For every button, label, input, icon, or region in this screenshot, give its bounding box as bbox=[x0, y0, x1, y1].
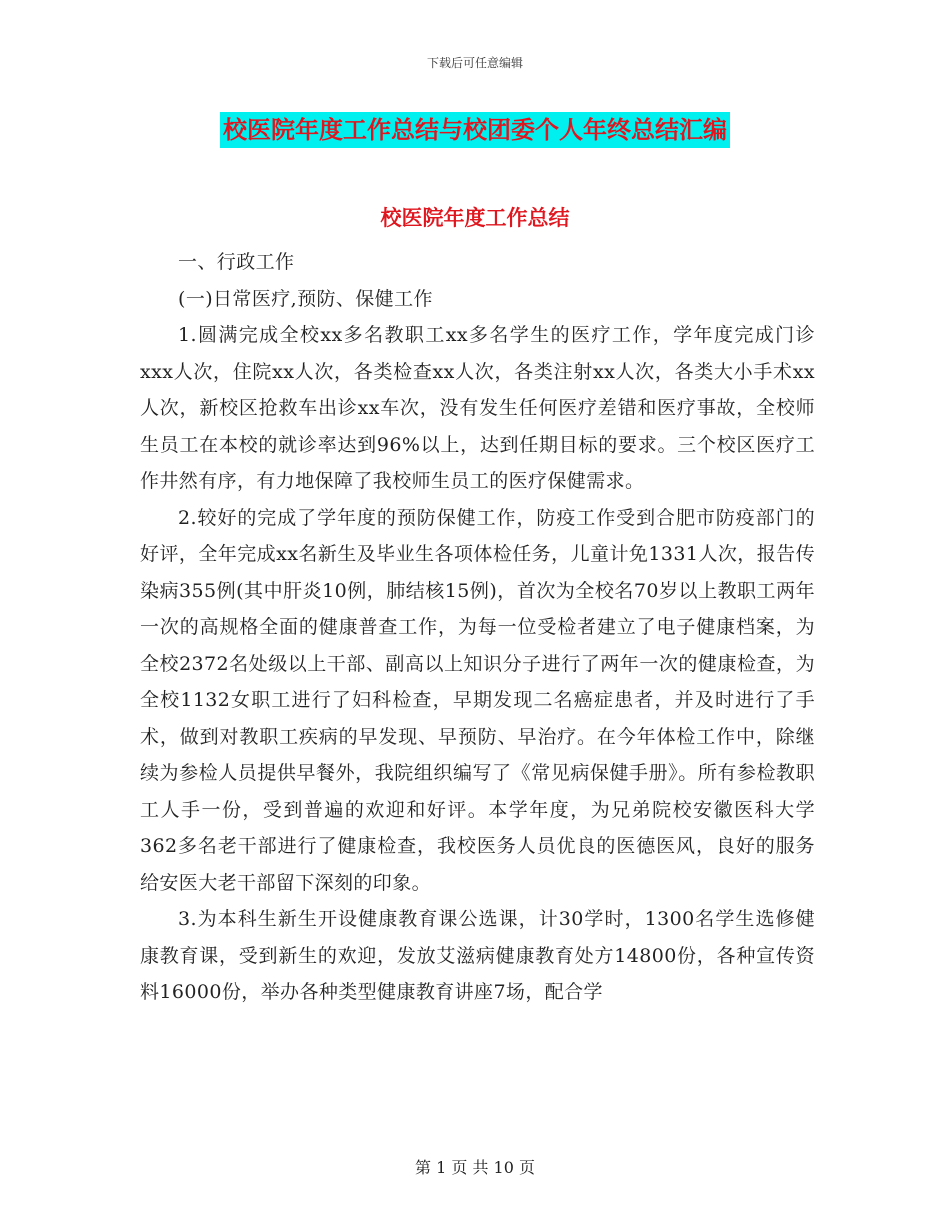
document-body bbox=[140, 244, 815, 1011]
main-title: 校医院年度工作总结与校团委个人年终总结汇编 bbox=[220, 112, 730, 148]
paragraph-2: 2.较好的完成了学年度的预防保健工作，防疫工作受到合肥市防疫部门的好评，全年完成xx名新生及毕业生各项体检任务，儿童计免1331人次，报告传染病355例(其中肝炎10例，肺结核15例)，首次为全校名70岁以上教职工两年一次的高规格全面的健康普查工作，为每一位受检者建立了电子健康档案，为全校2372名处级以上干部、副高以上知识分子进行了两年一次的健康检查，为全校1132女职工进行了妇科检查，早期发现二名癌症患者，并及时进行了手术，做到对教职工疾病的早发现、早预防、早治疗。在今年体检工作中，除继续为参检人员提供早餐外，我院组织编写了《常见病保健手册》。所有参检教职工人手一份，受到普遍的欢迎和好评。本学年度，为兄弟院校安徽医科大学362多名老干部进行了健康检查，我校医务人员优良的医德医风，良好的服务给安医大老干部留下深刻的印象。 bbox=[140, 506, 815, 894]
page-footer: 第 1 页 共 10 页 bbox=[415, 1158, 535, 1177]
main-title-wrap bbox=[0, 112, 950, 148]
heading-level-1: 一、行政工作 bbox=[178, 251, 295, 273]
header-note: 下载后可任意编辑 bbox=[426, 56, 523, 70]
heading-level-2: (一)日常医疗,预防、保健工作 bbox=[178, 287, 433, 310]
section-title: 校医院年度工作总结 bbox=[380, 206, 570, 230]
paragraph-3: 3.为本科生新生开设健康教育课公选课，计30学时，1300名学生选修健康教育课，受到新生的欢迎，发放艾滋病健康教育处方14800份，各种宣传资料16000份，举办各种类型健康教育讲座7场，配合学 bbox=[140, 908, 815, 1003]
paragraph-1: 1.圆满完成全校xx多名教职工xx多名学生的医疗工作，学年度完成门诊xxx人次，住院xx人次，各类检查xx人次，各类注射xx人次，各类大小手术xx人次，新校区抢救车出诊xx车次，没有发生任何医疗差错和医疗事故，全校师生员工在本校的就诊率达到96%以上，达到任期目标的要求。三个校区医疗工作井然有序，有力地保障了我校师生员工的医疗保健需求。 bbox=[140, 324, 815, 492]
